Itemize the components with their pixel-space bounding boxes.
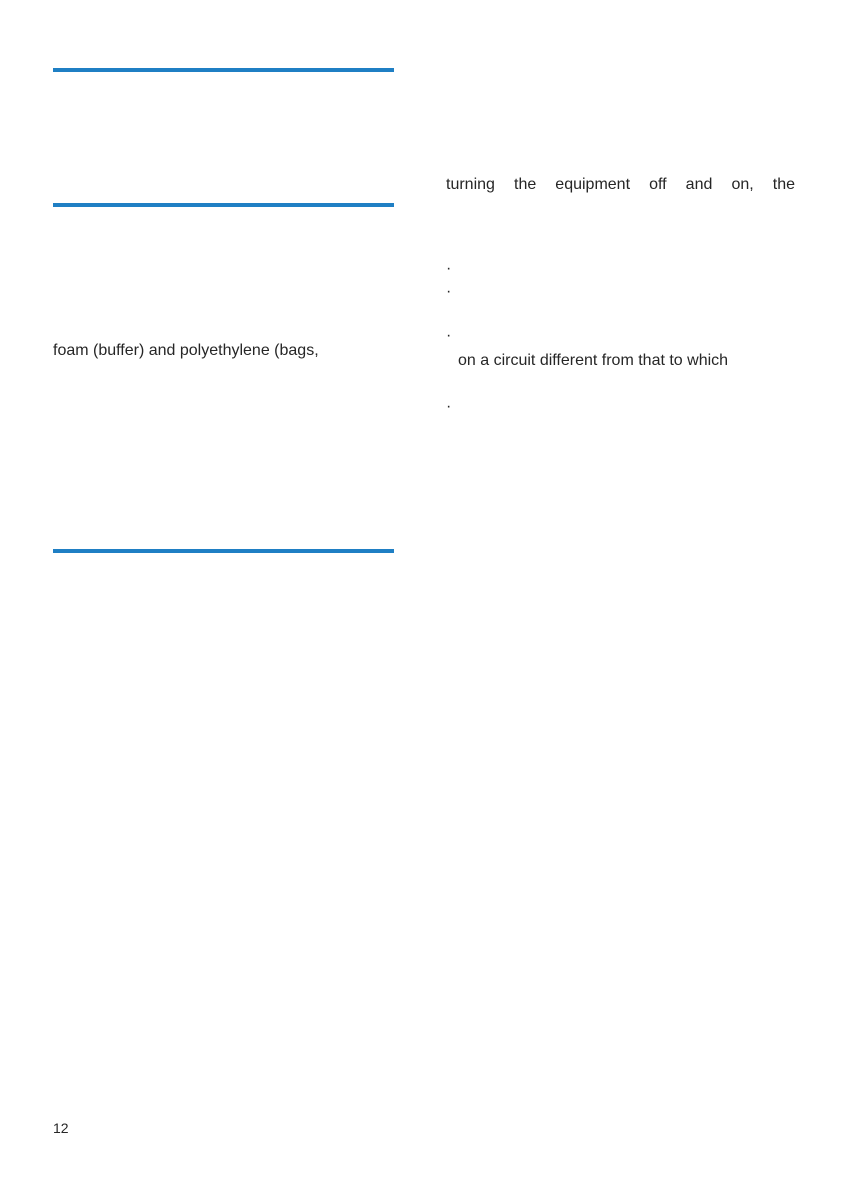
left-column-text-line: foam (buffer) and polyethylene (bags, [53, 342, 319, 359]
bullet-marker-2: · [446, 283, 452, 300]
bullet-marker-4: · [446, 398, 452, 415]
section-divider-bottom [53, 549, 394, 553]
bullet-marker-1: · [446, 260, 452, 277]
bullet-marker-3: · [446, 327, 452, 344]
page-number: 12 [53, 1120, 69, 1136]
right-column-text-line-2: on a circuit different from that to which [458, 352, 729, 369]
section-divider-top [53, 68, 394, 72]
section-divider-middle [53, 203, 394, 207]
right-column-text-line-1: turning the equipment off and on, the [446, 176, 795, 193]
